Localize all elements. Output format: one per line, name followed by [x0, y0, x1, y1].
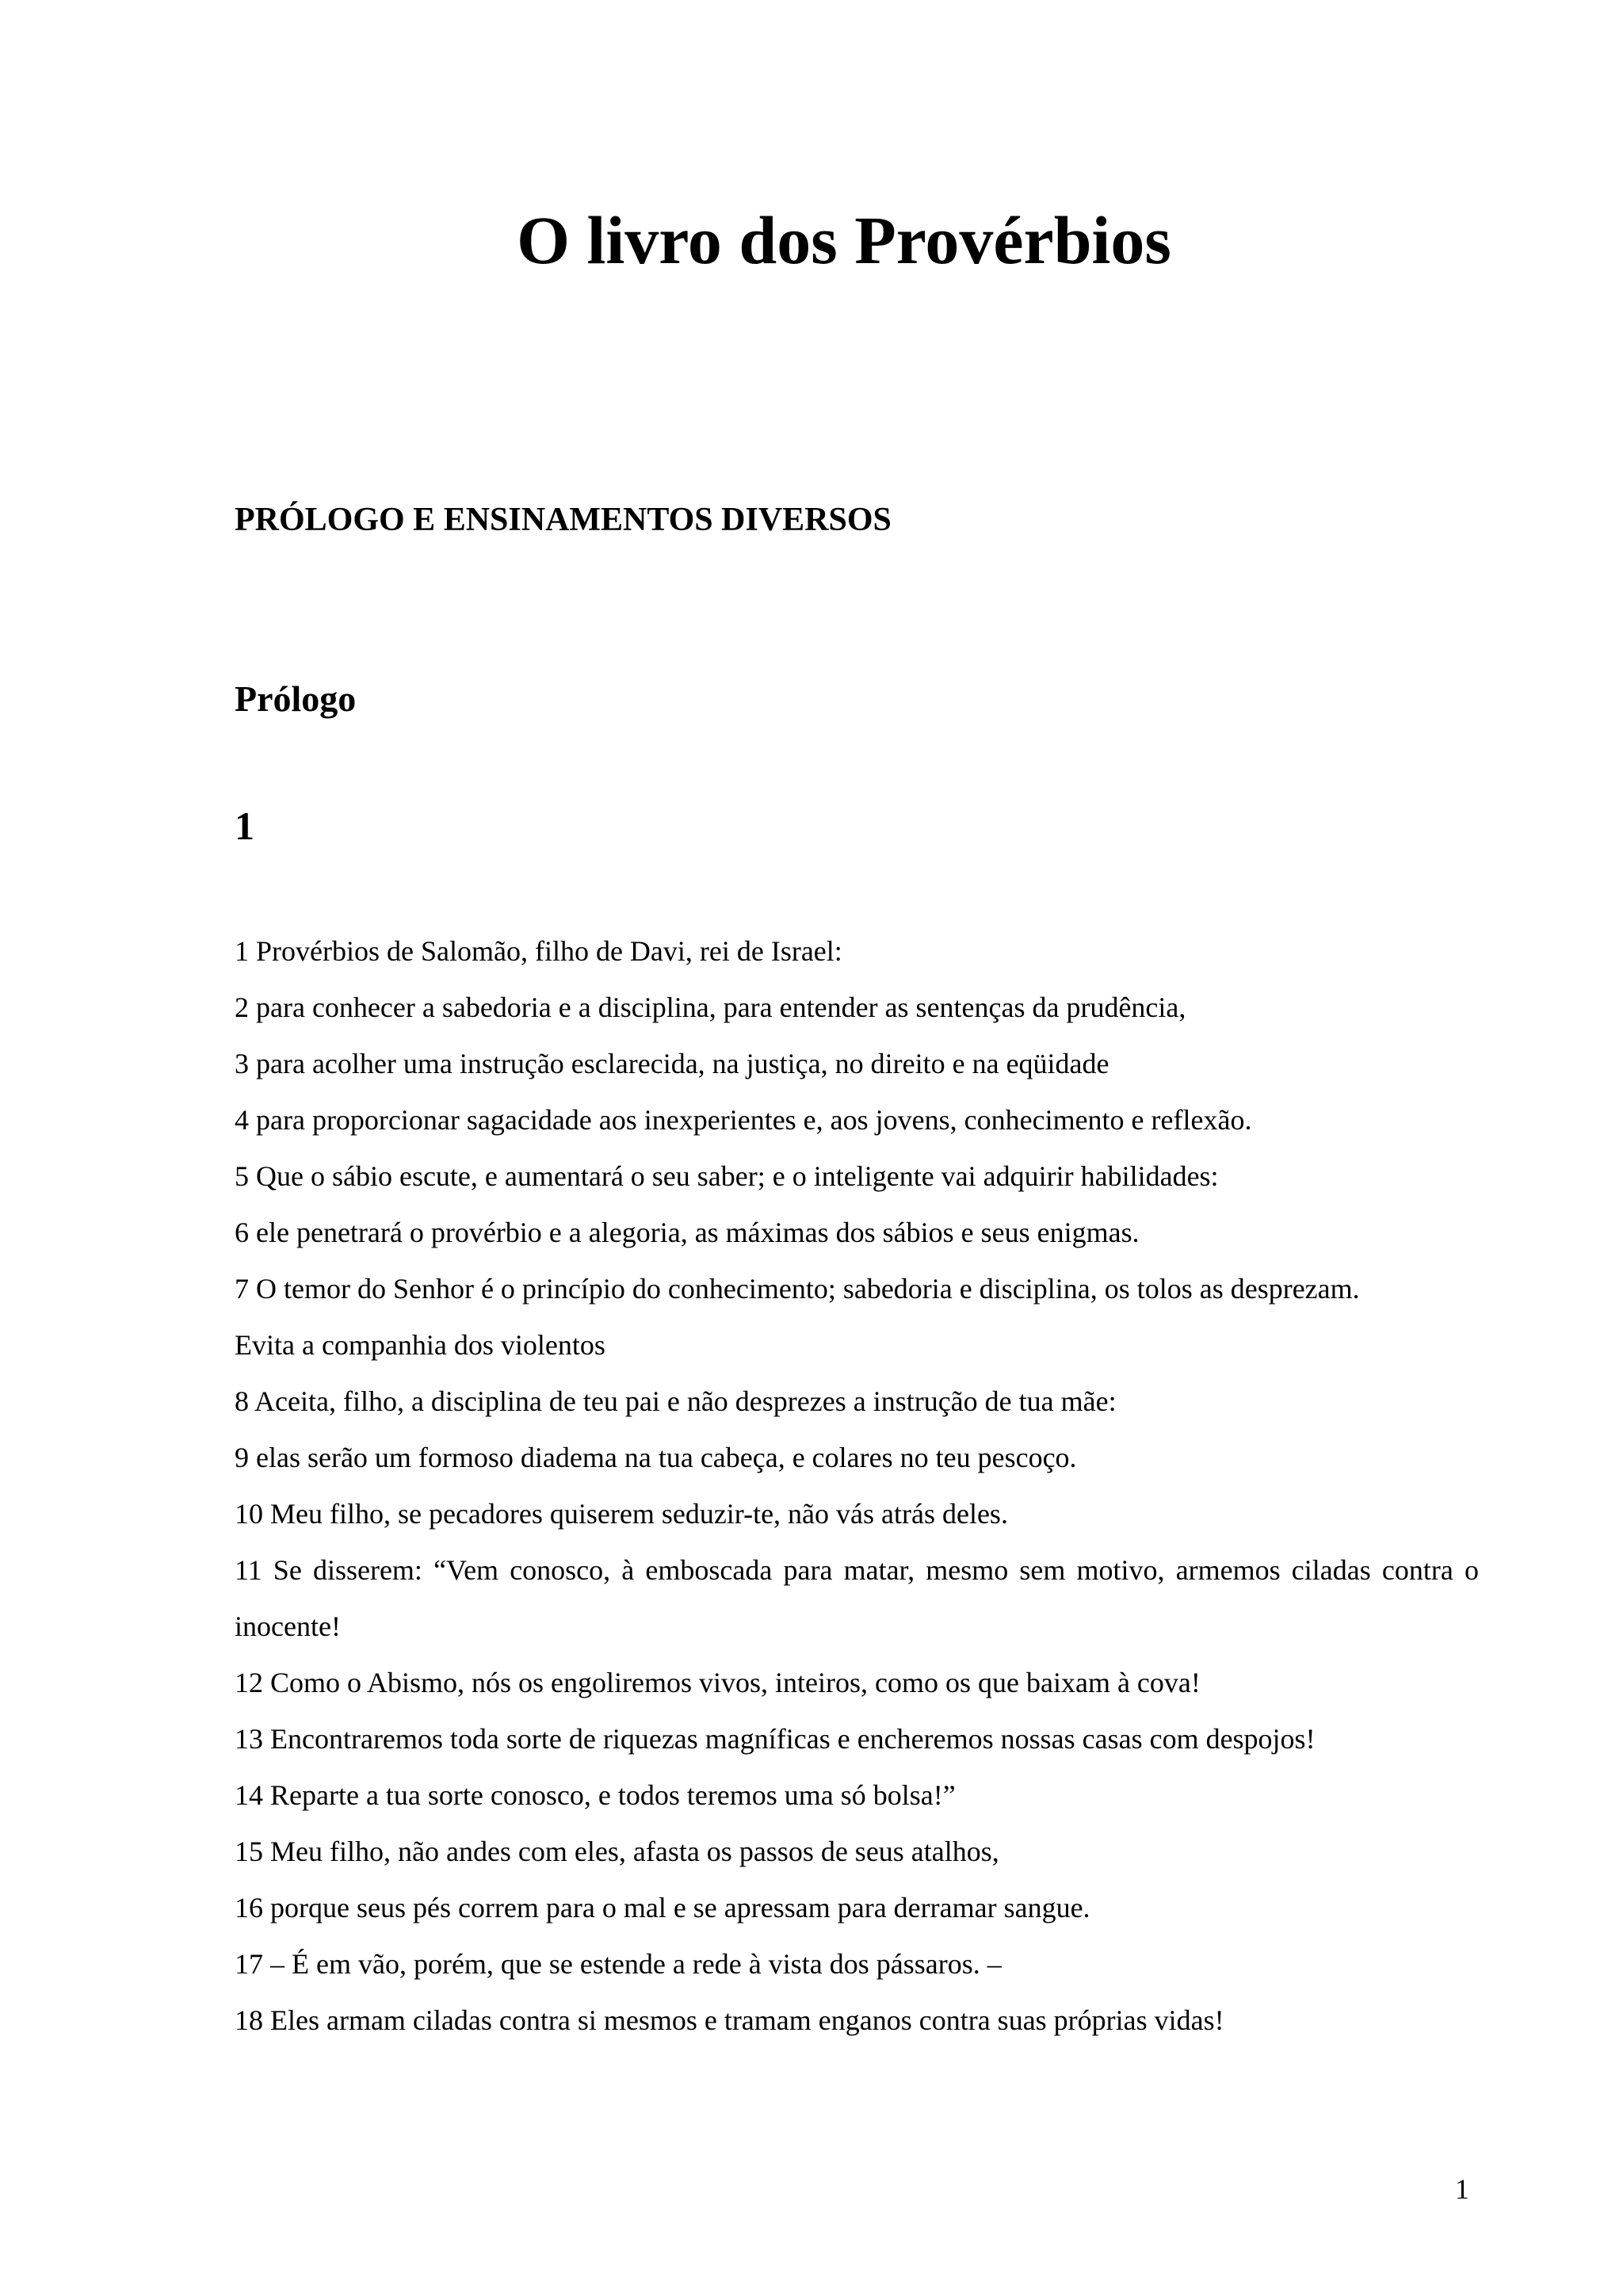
verse-list	[235, 923, 1479, 2049]
verse-line: 15 Meu filho, não andes com eles, afasta os passos de seus atalhos,	[235, 1836, 999, 1867]
verse-line: 2 para conhecer a sabedoria e a disciplina, para entender as sentenças da prudência,	[235, 991, 1186, 1023]
verse-line: 7 O temor do Senhor é o princípio do conhecimento; sabedoria e disciplina, os tolos as desprezam.	[235, 1273, 1360, 1305]
section-heading: PRÓLOGO E ENSINAMENTOS DIVERSOS	[235, 502, 892, 538]
verse-line: 14 Reparte a tua sorte conosco, e todos teremos uma só bolsa!”	[235, 1779, 956, 1811]
chapter-number: 1	[235, 804, 254, 848]
verse-line: 9 elas serão um formoso diadema na tua cabeça, e colares no teu pescoço.	[235, 1442, 1077, 1473]
verse-line: 10 Meu filho, se pecadores quiserem seduzir-te, não vás atrás deles.	[235, 1498, 1008, 1530]
sub-heading: Prólogo	[235, 678, 357, 719]
page-number: 1	[1455, 2173, 1469, 2205]
verse-line: 8 Aceita, filho, a disciplina de teu pai e não desprezes a instrução de tua mãe:	[235, 1385, 1117, 1417]
verse-line: 4 para proporcionar sagacidade aos inexperientes e, aos jovens, conhecimento e reflexão.	[235, 1104, 1252, 1136]
verse-subheading: Evita a companhia dos violentos	[235, 1329, 605, 1361]
verse-line: 3 para acolher uma instrução esclarecida, na justiça, no direito e na eqüidade	[235, 1048, 1109, 1079]
verse-line: 6 ele penetrará o provérbio e a alegoria, as máximas dos sábios e seus enigmas.	[235, 1217, 1140, 1248]
verse-line: 13 Encontraremos toda sorte de riquezas magníficas e encheremos nossas casas com despojos!	[235, 1723, 1316, 1755]
document-title: O livro dos Provérbios	[517, 202, 1171, 278]
verse-line: 5 Que o sábio escute, e aumentará o seu saber; e o inteligente vai adquirir habilidades:	[235, 1160, 1219, 1192]
verse-line: 18 Eles armam ciladas contra si mesmos e tramam enganos contra suas próprias vidas!	[235, 2004, 1224, 2036]
verse-line: 17 – É em vão, porém, que se estende a rede à vista dos pássaros. –	[235, 1948, 1002, 1980]
verse-line: 16 porque seus pés correm para o mal e se apressam para derramar sangue.	[235, 1892, 1090, 1924]
verse-line: 1 Provérbios de Salomão, filho de Davi, rei de Israel:	[235, 935, 842, 967]
verse-line: 12 Como o Abismo, nós os engoliremos vivos, inteiros, como os que baixam à cova!	[235, 1667, 1201, 1698]
verse-line: 11 Se disserem: “Vem conosco, à emboscada para matar, mesmo sem motivo, armemos ciladas contra o inocente!	[235, 1554, 1479, 1642]
